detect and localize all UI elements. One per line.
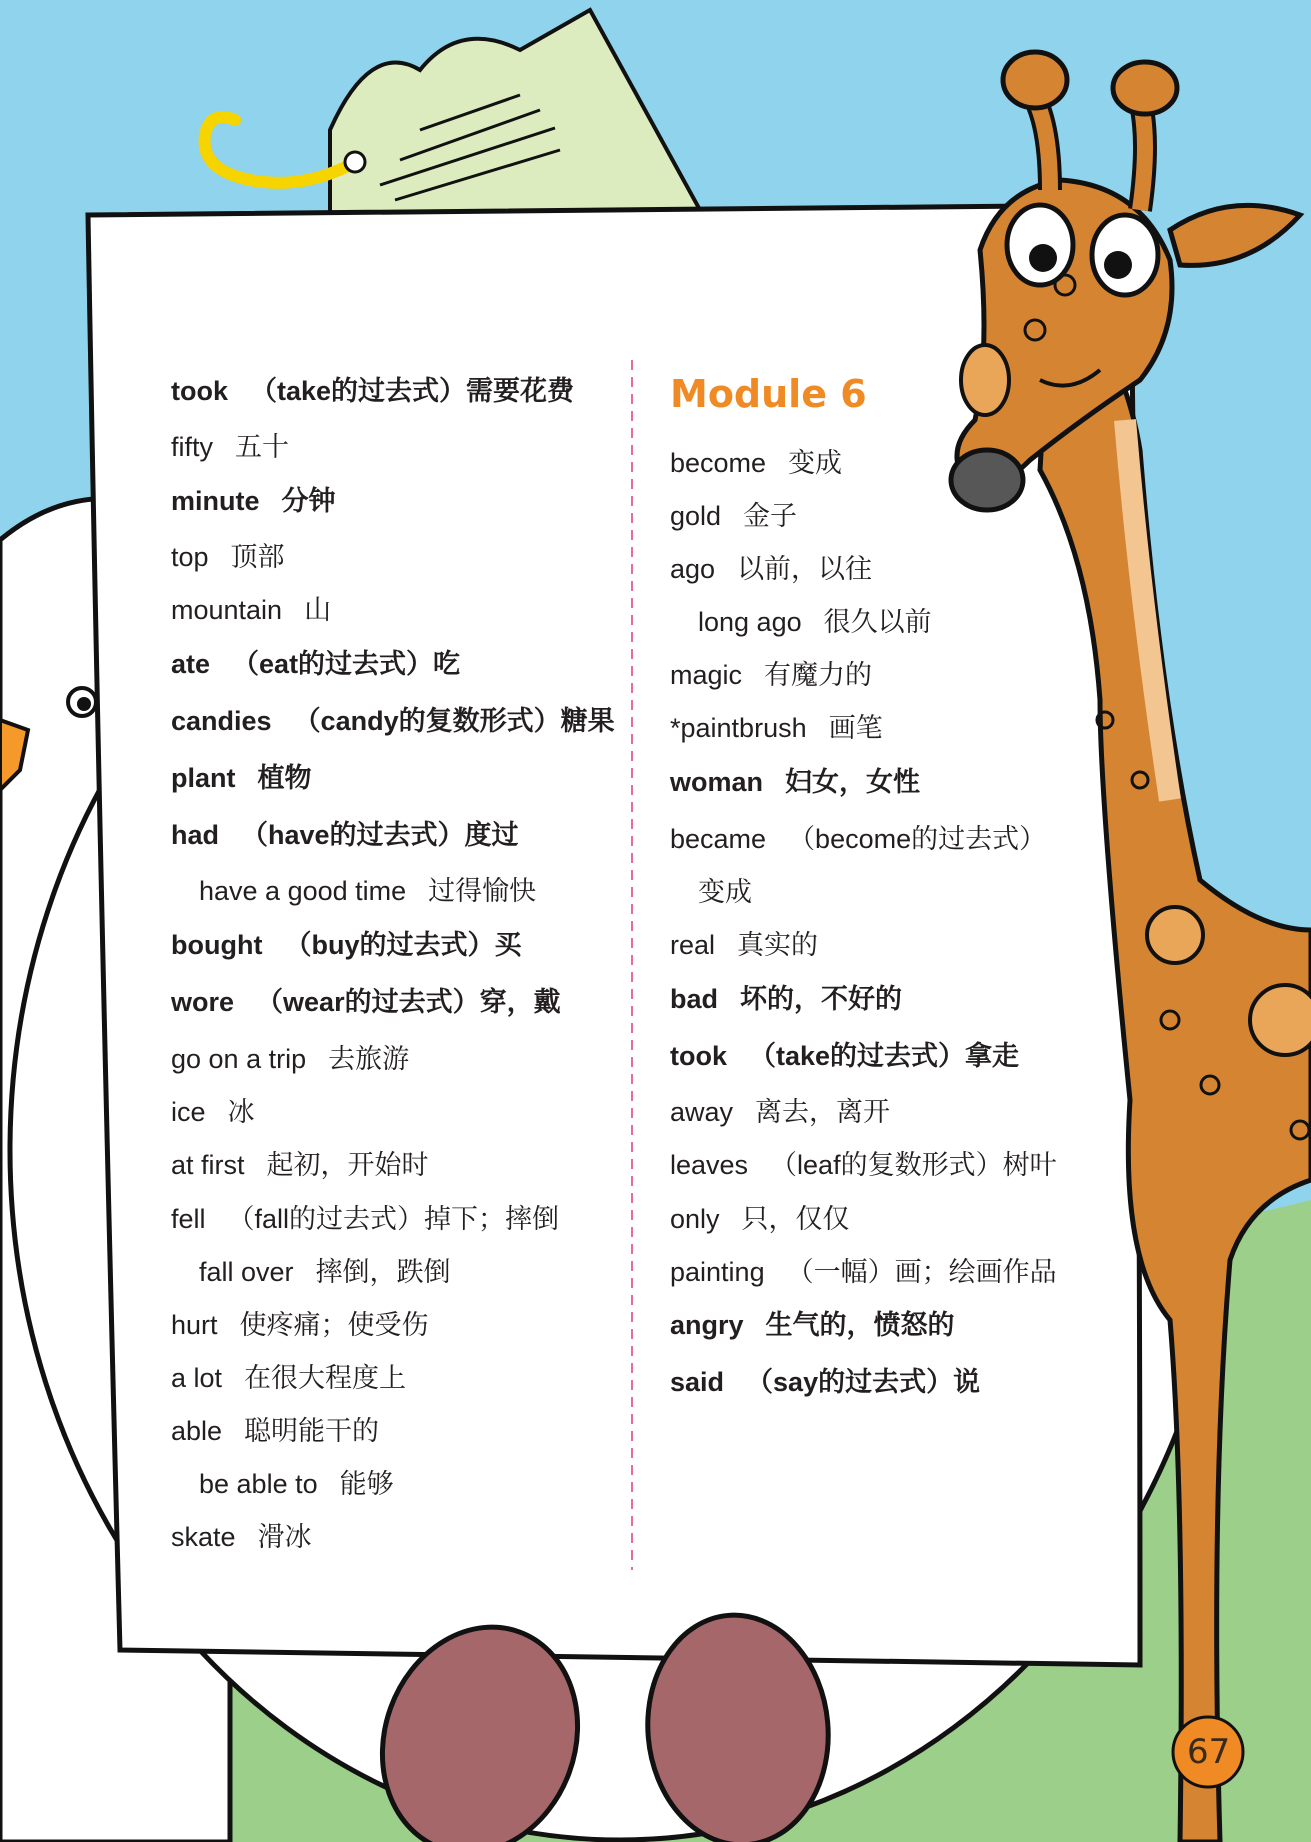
vocab-meaning: 分钟 — [281, 486, 336, 516]
vocab-entry — [171, 1521, 312, 1553]
vocab-entry — [171, 485, 336, 517]
vocab-entry — [171, 1362, 406, 1394]
vocab-entry — [670, 1309, 955, 1341]
vocab-entry — [670, 1366, 980, 1398]
vocab-word: had — [171, 820, 220, 850]
vocab-entry — [698, 876, 752, 908]
vocab-word: long ago — [698, 607, 802, 637]
vocab-meaning: 有魔力的 — [764, 660, 873, 690]
vocab-word: fifty — [171, 432, 214, 462]
vocab-meaning: 变成 — [698, 877, 752, 907]
vocab-meaning: 以前，以往 — [737, 554, 873, 584]
vocab-entry — [171, 986, 561, 1018]
vocab-entry — [171, 762, 312, 794]
vocab-entry — [199, 875, 536, 907]
vocab-entry — [670, 659, 872, 691]
vocab-meaning: 植物 — [257, 763, 312, 793]
vocab-word: gold — [670, 501, 722, 531]
module-title: Module 6 — [670, 372, 867, 416]
vocab-word: at first — [171, 1150, 245, 1180]
vocab-word: only — [670, 1204, 720, 1234]
vocab-word: a lot — [171, 1363, 223, 1393]
vocab-word: *paintbrush — [670, 713, 807, 743]
vocab-entry — [171, 1309, 429, 1341]
vocab-meaning: 金子 — [743, 501, 798, 531]
vocab-word: skate — [171, 1522, 236, 1552]
vocab-meaning: 使疼痛；使受伤 — [239, 1310, 429, 1340]
vocab-entry — [171, 648, 460, 680]
vocab-entry — [670, 1040, 1019, 1072]
vocab-meaning: 起初，开始时 — [266, 1150, 429, 1180]
vocab-meaning: 坏的，不好的 — [740, 984, 903, 1014]
vocab-entry — [171, 1043, 409, 1075]
vocab-word: away — [670, 1097, 734, 1127]
vocab-entry — [670, 1203, 850, 1235]
vocab-meaning: （eat的过去式）吃 — [232, 649, 461, 679]
vocab-entry — [171, 1415, 379, 1447]
vocab-word: fall over — [199, 1257, 294, 1287]
vocab-word: said — [670, 1367, 725, 1397]
vocab-word: plant — [171, 763, 236, 793]
vocab-entry — [171, 375, 574, 407]
vocab-entry — [670, 929, 818, 961]
giraffe-nose — [951, 450, 1023, 510]
vocab-meaning: 生气的，愤怒的 — [765, 1310, 955, 1340]
vocab-meaning: 聪明能干的 — [244, 1416, 380, 1446]
vocab-meaning: 真实的 — [737, 930, 819, 960]
vocab-meaning: （一幅）画；绘画作品 — [786, 1257, 1057, 1287]
vocab-word: fell — [171, 1204, 206, 1234]
vocab-meaning: （become的过去式） — [788, 824, 1047, 854]
vocab-word: be able to — [199, 1469, 318, 1499]
vocab-entry — [698, 606, 932, 638]
vocab-meaning: 冰 — [227, 1097, 255, 1127]
vocab-word: candies — [171, 706, 272, 736]
vocab-meaning: 山 — [304, 595, 332, 625]
vocab-entry — [670, 553, 872, 585]
vocab-word: angry — [670, 1310, 744, 1340]
vocab-entry — [670, 712, 883, 744]
vocab-meaning: 离去，离开 — [755, 1097, 891, 1127]
vocab-word: became — [670, 824, 767, 854]
vocab-entry — [171, 1203, 559, 1235]
vocab-meaning: 能够 — [339, 1469, 394, 1499]
vocab-meaning: 滑冰 — [257, 1522, 312, 1552]
vocab-entry — [670, 1149, 1057, 1181]
vocab-meaning: 在很大程度上 — [244, 1363, 407, 1393]
vocab-entry — [171, 594, 331, 626]
vocab-entry — [670, 823, 1046, 855]
vocab-meaning: 变成 — [788, 448, 843, 478]
vocab-meaning: （leaf的复数形式）树叶 — [770, 1150, 1057, 1180]
vocab-word: able — [171, 1416, 223, 1446]
vocab-meaning: 摔倒，跌倒 — [315, 1257, 451, 1287]
vocab-word: hurt — [171, 1310, 218, 1340]
vocab-word: magic — [670, 660, 743, 690]
vocab-meaning: 妇女，女性 — [785, 767, 921, 797]
vocab-entry — [171, 431, 289, 463]
vocab-entry — [670, 1096, 890, 1128]
page-number: 67 — [1187, 1732, 1231, 1772]
vocab-word: minute — [171, 486, 260, 516]
vocab-word: took — [171, 376, 228, 406]
vocab-word: go on a trip — [171, 1044, 307, 1074]
vocab-word: bad — [670, 984, 719, 1014]
vocab-entry — [199, 1256, 451, 1288]
vocab-meaning: （take的过去式）需要花费 — [250, 376, 575, 406]
vocab-word: woman — [670, 767, 764, 797]
vocab-entry — [670, 766, 920, 798]
vocab-meaning: （wear的过去式）穿，戴 — [256, 987, 561, 1017]
vocab-entry — [670, 1256, 1057, 1288]
vocab-word: leaves — [670, 1150, 749, 1180]
vocab-meaning: 五十 — [235, 432, 290, 462]
vocab-meaning: 很久以前 — [823, 607, 932, 637]
vocab-meaning: 顶部 — [230, 542, 285, 572]
vocab-entry — [199, 1468, 394, 1500]
vocab-word: become — [670, 448, 767, 478]
vocab-entry — [171, 819, 519, 851]
vocab-entry — [670, 500, 797, 532]
vocab-meaning: 过得愉快 — [428, 876, 537, 906]
vocab-word: top — [171, 542, 209, 572]
vocab-meaning: （say的过去式）说 — [746, 1367, 981, 1397]
vocab-meaning: （candy的复数形式）糖果 — [293, 706, 615, 736]
vocab-word: have a good time — [199, 876, 407, 906]
vocab-word: ice — [171, 1097, 206, 1127]
vocab-meaning: （have的过去式）度过 — [241, 820, 519, 850]
vocab-word: bought — [171, 930, 263, 960]
vocab-meaning: 只，仅仅 — [741, 1204, 850, 1234]
vocab-word: ago — [670, 554, 716, 584]
vocab-word: wore — [171, 987, 235, 1017]
vocab-word: real — [670, 930, 716, 960]
vocab-entry — [171, 541, 285, 573]
vocab-entry — [171, 929, 521, 961]
vocab-meaning: 画笔 — [828, 713, 883, 743]
vocab-entry — [670, 447, 842, 479]
vocab-word: took — [670, 1041, 727, 1071]
vocab-meaning: （buy的过去式）买 — [284, 930, 522, 960]
vocab-meaning: （take的过去式）拿走 — [749, 1041, 1020, 1071]
vocab-meaning: （fall的过去式）掉下；摔倒 — [227, 1204, 560, 1234]
vocab-entry — [171, 705, 615, 737]
vocab-entry — [171, 1096, 255, 1128]
vocab-word: ate — [171, 649, 211, 679]
vocab-word: painting — [670, 1257, 765, 1287]
vocab-entry — [670, 983, 902, 1015]
vocab-word: mountain — [171, 595, 283, 625]
vocab-entry — [171, 1149, 429, 1181]
vocab-meaning: 去旅游 — [328, 1044, 410, 1074]
